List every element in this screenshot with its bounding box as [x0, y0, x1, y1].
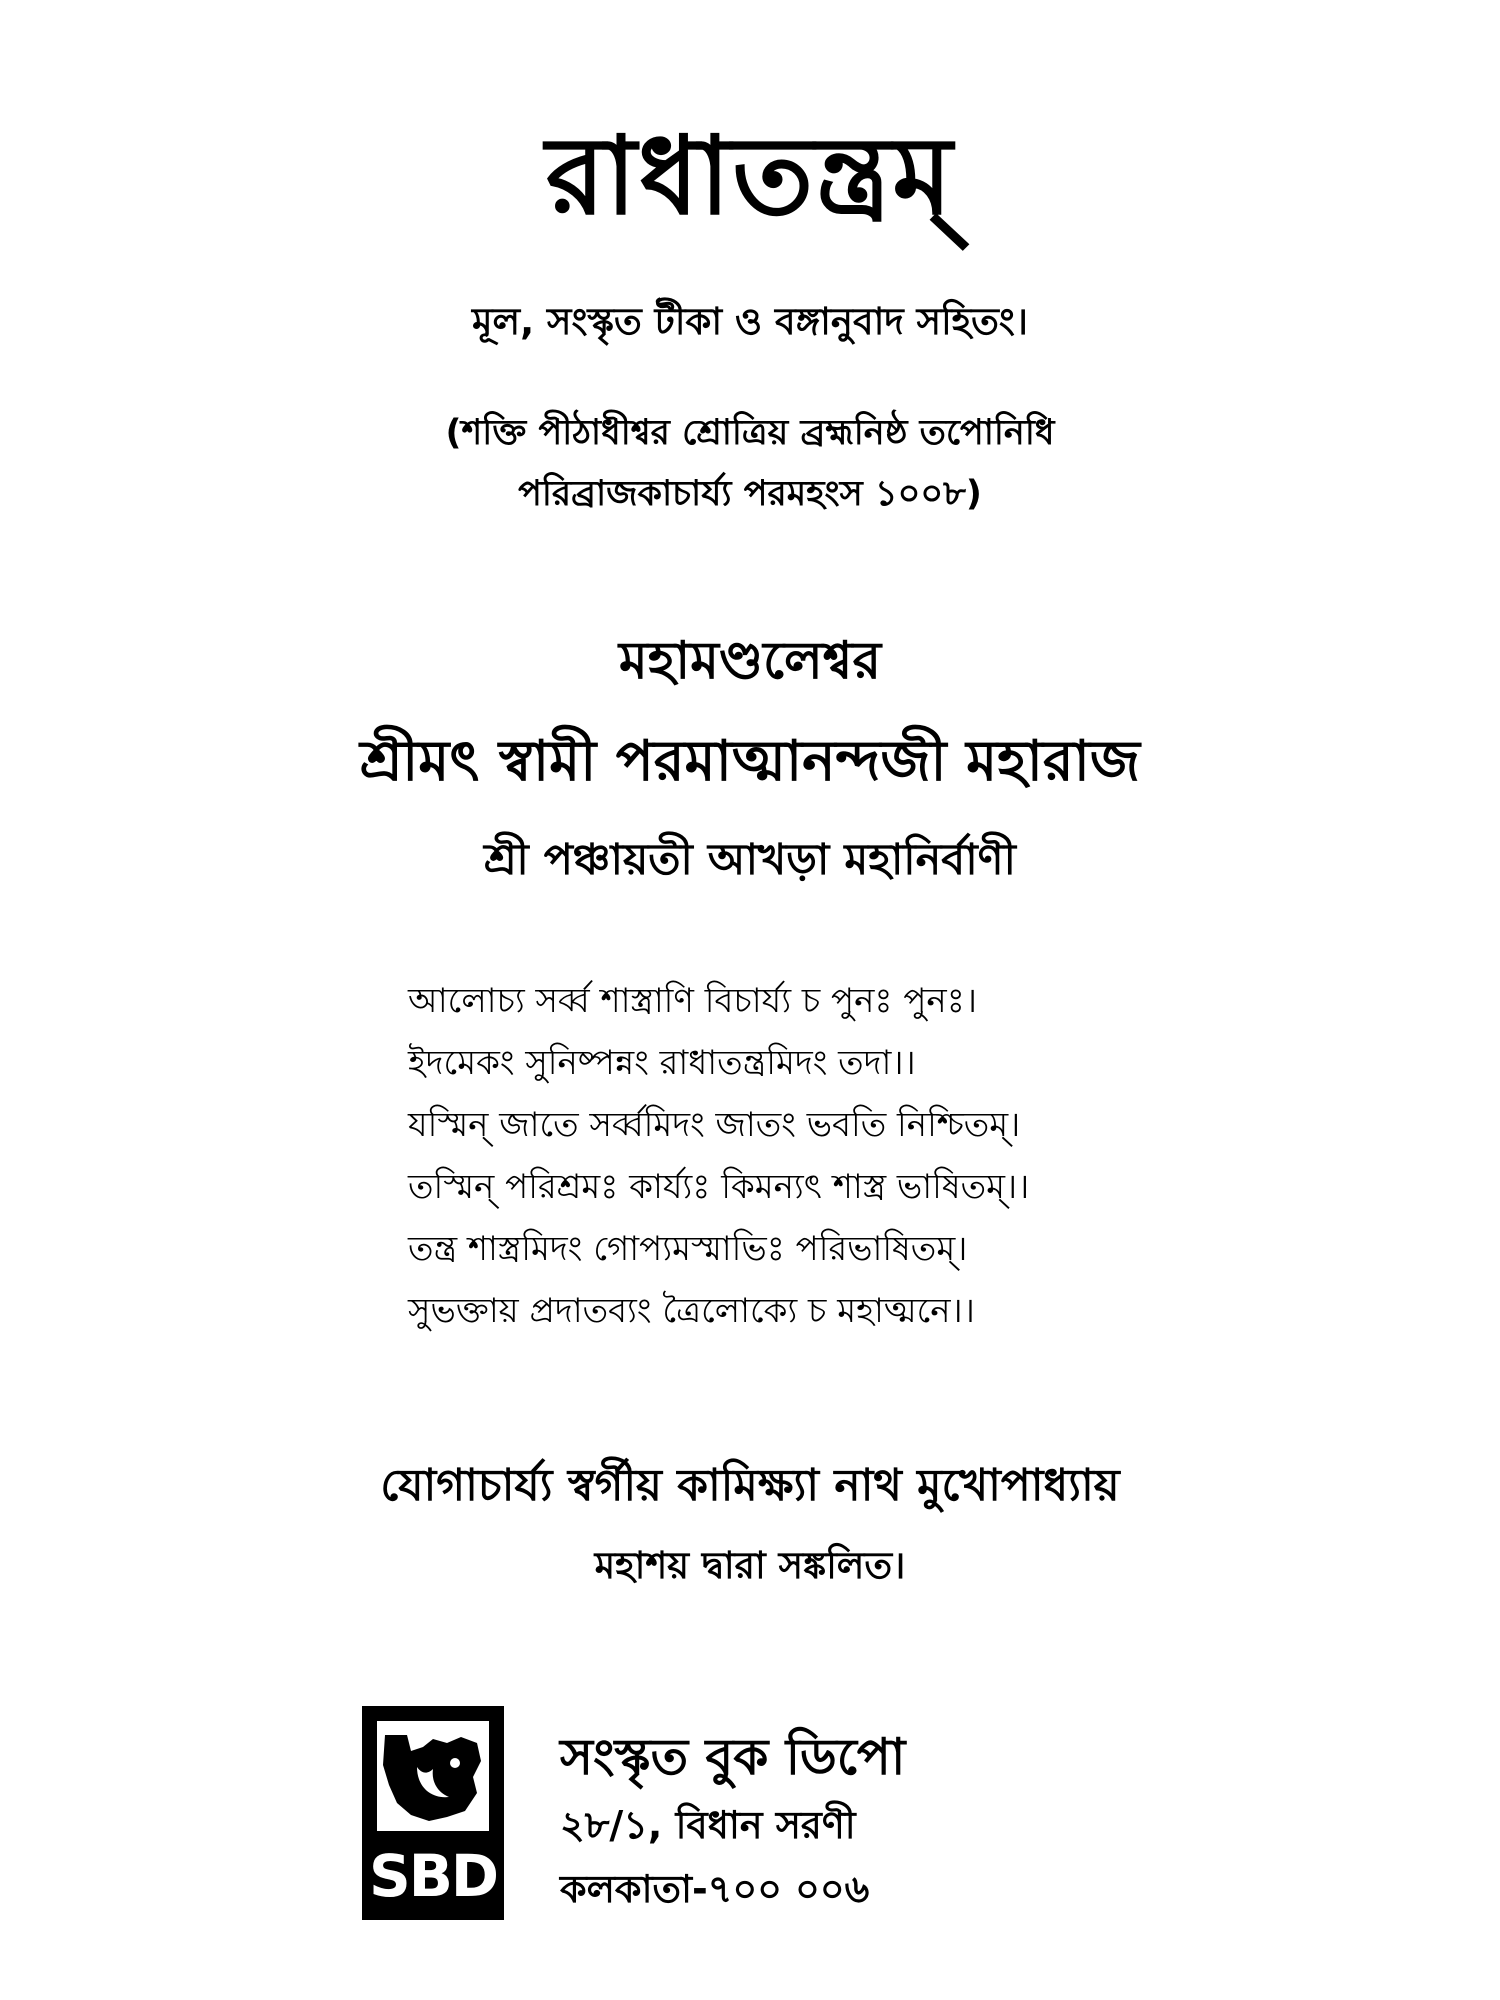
- publisher-logo: [362, 1706, 504, 1920]
- publisher-emblem-icon: [377, 1721, 489, 1831]
- verse-line: আলোচ্য সর্ব্ব শাস্ত্রাণি বিচার্য্য চ পুনঃ পুনঃ।: [408, 981, 978, 1021]
- verse-line: সুভক্তায় প্রদাতব্যং ত্রৈলোক্যে চ মহাত্মনে।।: [408, 1291, 975, 1331]
- publisher-name: সংস্কৃত বুক ডিপো: [560, 1728, 906, 1786]
- verse-block: [408, 970, 1308, 1342]
- verse-line: তস্মিন্ পরিশ্রমঃ কার্য্যঃ কিমন্যৎ শাস্ত্র ভাষিতম্।।: [408, 1167, 1030, 1207]
- publisher-address: ২৮/১, বিধান সরণী: [560, 1803, 856, 1847]
- author-title: মহামণ্ডলেশ্বর: [618, 631, 882, 691]
- author-honorific-line-1: (শক্তি পীঠাধীশ্বর শ্রোত্রিয় ব্রহ্মনিষ্ঠ তপোনিধি: [445, 413, 1055, 453]
- book-title: রাধাতন্ত্রম্: [545, 114, 955, 239]
- author-name: শ্রীমৎ স্বামী পরমাত্মানন্দজী মহারাজ: [360, 729, 1140, 794]
- verse-line: ইদমেকং সুনিষ্পন্নং রাধাতন্ত্রমিদং তদা।।: [408, 1043, 916, 1083]
- verse-line: যস্মিন্ জাতে সর্ব্বমিদং জাতং ভবতি নিশ্চিতম্।: [408, 1105, 1021, 1145]
- verse-line: তন্ত্র শাস্ত্রমিদং গোপ্যমস্মাভিঃ পরিভাষিতম্।: [408, 1229, 968, 1269]
- publisher-city: কলকাতা-৭০০ ০০৬: [560, 1867, 870, 1911]
- author-affiliation: শ্রী পঞ্চায়তী আখড়া মহানির্বাণী: [484, 835, 1016, 885]
- author-honorific-line-2: পরিব্রাজকাচার্য্য পরমহংস ১০০৮): [518, 474, 982, 514]
- compiler-line-2: মহাশয় দ্বারা সঙ্কলিত।: [594, 1544, 906, 1587]
- publisher-info: [560, 1720, 1360, 1924]
- compiler-line-1: যোগাচার্য্য স্বর্গীয় কামিক্ষ্যা নাথ মুখোপাধ্যায়: [380, 1460, 1120, 1511]
- book-subtitle: মূল, সংস্কৃত টীকা ও বঙ্গানুবাদ সহিতং।: [471, 300, 1029, 343]
- publisher-logo-text: SBD: [368, 1842, 498, 1910]
